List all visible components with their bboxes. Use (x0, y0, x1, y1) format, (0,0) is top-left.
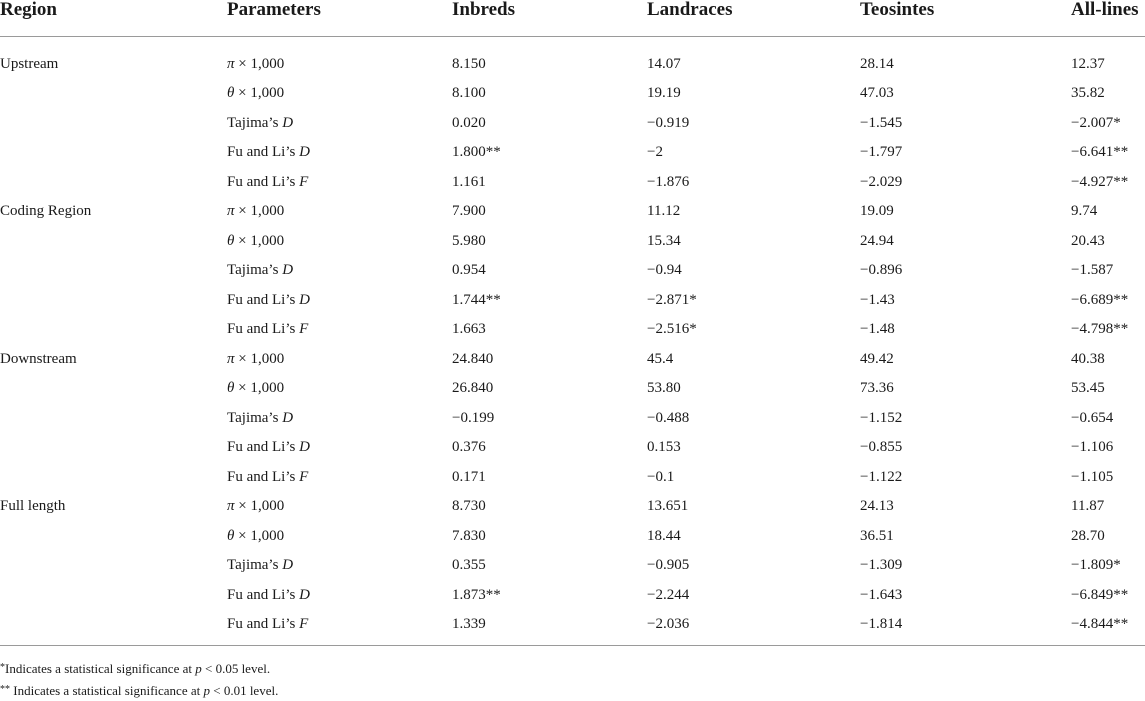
value-cell-all-lines: −6.641** (1071, 144, 1129, 161)
parameter-symbol: θ (227, 380, 235, 397)
value-cell-teosintes: 73.36 (860, 380, 894, 397)
parameter-prefix: Tajima’s (227, 409, 283, 426)
value-cell-landraces: −0.1 (647, 468, 675, 485)
value-cell-teosintes: 19.09 (860, 203, 894, 220)
parameter-cell (227, 138, 452, 168)
parameter-suffix: × 1,000 (234, 527, 285, 544)
value-cell-landraces: −0.905 (647, 557, 690, 574)
value-cell-landraces: 11.12 (647, 203, 681, 220)
value-cell-inbreds: 0.355 (452, 557, 486, 574)
table-row (0, 344, 1145, 374)
value-cell-teosintes: −1.309 (860, 557, 903, 574)
value-cell-all-lines: −1.105 (1071, 468, 1114, 485)
value-cell-inbreds: 1.161 (452, 173, 486, 190)
parameter-cell (227, 256, 452, 286)
footnotes (0, 657, 278, 701)
parameter-cell (227, 226, 452, 256)
value-cell-teosintes: 24.94 (860, 232, 894, 249)
value-cell-all-lines: 28.70 (1071, 527, 1105, 544)
table-body (0, 37, 1145, 646)
value-cell-landraces: 0.153 (647, 439, 681, 456)
table-row (0, 551, 1145, 581)
value-cell-teosintes: 47.03 (860, 85, 894, 102)
parameter-prefix: Fu and Li’s (227, 291, 300, 308)
value-cell-all-lines: −1.587 (1071, 262, 1114, 279)
value-cell-teosintes: −1.814 (860, 616, 903, 633)
region-cell (0, 138, 227, 168)
value-cell-teosintes: −1.152 (860, 409, 903, 426)
value-cell-all-lines: −0.654 (1071, 409, 1114, 426)
footnote-2 (0, 679, 278, 701)
table-row (0, 108, 1145, 138)
footnote-2-post: < 0.01 level. (209, 683, 279, 698)
value-cell-inbreds: 7.830 (452, 527, 486, 544)
value-cell-all-lines: −1.106 (1071, 439, 1114, 456)
region-cell (0, 521, 227, 551)
value-cell-teosintes: −1.122 (860, 468, 903, 485)
value-cell-inbreds: 0.171 (452, 468, 486, 485)
value-cell-all-lines: −6.689** (1071, 291, 1129, 308)
table-row (0, 226, 1145, 256)
region-cell: Coding Region (0, 203, 92, 220)
table-row (0, 433, 1145, 463)
parameter-symbol: θ (227, 232, 235, 249)
parameter-prefix: Fu and Li’s (227, 144, 300, 161)
parameter-suffix: × 1,000 (234, 498, 285, 515)
parameter-cell (227, 551, 452, 581)
value-cell-landraces: −2.036 (647, 616, 690, 633)
value-cell-all-lines: 20.43 (1071, 232, 1105, 249)
value-cell-inbreds: −0.199 (452, 409, 495, 426)
table-row (0, 580, 1145, 610)
value-cell-inbreds: 1.873** (452, 586, 501, 603)
value-cell-all-lines: 12.37 (1071, 55, 1105, 72)
value-cell-landraces: 53.80 (647, 380, 681, 397)
region-cell: Upstream (0, 55, 59, 72)
header-all-lines: All-lines (1071, 0, 1139, 20)
parameter-prefix: Fu and Li’s (227, 616, 300, 633)
footnote-2-mark: ** (0, 684, 10, 695)
value-cell-inbreds: 1.663 (452, 321, 486, 338)
table-row (0, 79, 1145, 109)
value-cell-landraces: −2.244 (647, 586, 690, 603)
parameter-symbol: D (299, 291, 310, 308)
value-cell-landraces: 14.07 (647, 55, 681, 72)
parameter-symbol: θ (227, 85, 235, 102)
value-cell-landraces: −0.488 (647, 409, 690, 426)
footnote-1-post: < 0.05 level. (201, 661, 271, 676)
region-cell (0, 256, 227, 286)
value-cell-teosintes: 24.13 (860, 498, 894, 515)
parameter-cell (227, 285, 452, 315)
header-inbreds: Inbreds (452, 0, 516, 20)
value-cell-teosintes: 28.14 (860, 55, 894, 72)
table-row (0, 167, 1145, 197)
header-parameters: Parameters (227, 0, 321, 20)
value-cell-inbreds: 1.800** (452, 144, 501, 161)
parameter-symbol: π (227, 203, 235, 220)
table-row (0, 285, 1145, 315)
region-cell (0, 403, 227, 433)
table-row (0, 610, 1145, 646)
value-cell-teosintes: −1.43 (860, 291, 895, 308)
region-cell (0, 315, 227, 345)
parameter-suffix: × 1,000 (234, 55, 285, 72)
value-cell-inbreds: 26.840 (452, 380, 494, 397)
parameter-symbol: D (282, 262, 294, 279)
value-cell-landraces: −0.94 (647, 262, 682, 279)
parameter-prefix: Fu and Li’s (227, 468, 300, 485)
value-cell-landraces: −2.871* (647, 291, 697, 308)
region-cell (0, 462, 227, 492)
header-region: Region (0, 0, 57, 20)
value-cell-inbreds: 1.339 (452, 616, 486, 633)
region-cell: Full length (0, 498, 66, 515)
table-row (0, 521, 1145, 551)
value-cell-all-lines: −6.849** (1071, 586, 1129, 603)
parameter-prefix: Tajima’s (227, 557, 283, 574)
region-cell (0, 580, 227, 610)
parameter-symbol: D (282, 409, 294, 426)
value-cell-teosintes: −0.855 (860, 439, 903, 456)
value-cell-inbreds: 7.900 (452, 203, 486, 220)
footnote-1-pre: Indicates a statistical significance at (5, 661, 196, 676)
region-cell (0, 167, 227, 197)
value-cell-teosintes: −2.029 (860, 173, 903, 190)
value-cell-landraces: 18.44 (647, 527, 681, 544)
parameter-cell (227, 108, 452, 138)
value-cell-inbreds: 0.020 (452, 114, 486, 131)
table-row (0, 197, 1145, 227)
value-cell-teosintes: 49.42 (860, 350, 894, 367)
parameter-symbol: F (299, 468, 309, 485)
parameter-cell (227, 433, 452, 463)
value-cell-landraces: 19.19 (647, 85, 681, 102)
table-row (0, 403, 1145, 433)
parameter-suffix: × 1,000 (234, 203, 285, 220)
parameter-prefix: Fu and Li’s (227, 321, 300, 338)
parameter-prefix: Fu and Li’s (227, 586, 300, 603)
value-cell-teosintes: −1.48 (860, 321, 895, 338)
value-cell-all-lines: −4.927** (1071, 173, 1129, 190)
parameter-symbol: π (227, 350, 235, 367)
parameter-symbol: F (299, 321, 309, 338)
footnote-1-mark: * (0, 662, 5, 673)
parameter-prefix: Fu and Li’s (227, 173, 300, 190)
value-cell-inbreds: 8.150 (452, 55, 486, 72)
value-cell-inbreds: 8.100 (452, 85, 486, 102)
region-cell: Downstream (0, 350, 77, 367)
parameter-symbol: θ (227, 527, 235, 544)
parameter-symbol: D (282, 557, 294, 574)
header-teosintes: Teosintes (860, 0, 935, 20)
value-cell-landraces: −0.919 (647, 114, 690, 131)
parameter-cell (227, 37, 452, 79)
value-cell-all-lines: 35.82 (1071, 85, 1105, 102)
value-cell-all-lines: −1.809* (1071, 557, 1121, 574)
parameter-cell (227, 462, 452, 492)
parameter-cell (227, 521, 452, 551)
table-row (0, 37, 1145, 79)
parameter-prefix: Tajima’s (227, 262, 283, 279)
value-cell-landraces: 13.651 (647, 498, 689, 515)
table-row (0, 492, 1145, 522)
value-cell-teosintes: 36.51 (860, 527, 894, 544)
table-row (0, 315, 1145, 345)
region-cell (0, 108, 227, 138)
header-row (0, 0, 1145, 37)
value-cell-inbreds: 24.840 (452, 350, 494, 367)
region-cell (0, 285, 227, 315)
table-row (0, 374, 1145, 404)
footnote-2-pre: Indicates a statistical significance at (10, 683, 204, 698)
value-cell-inbreds: 8.730 (452, 498, 486, 515)
parameter-cell (227, 492, 452, 522)
parameter-symbol: D (299, 586, 310, 603)
value-cell-landraces: −1.876 (647, 173, 690, 190)
parameter-cell (227, 610, 452, 646)
parameter-cell (227, 315, 452, 345)
value-cell-teosintes: −1.797 (860, 144, 903, 161)
table-row (0, 138, 1145, 168)
value-cell-all-lines: 9.74 (1071, 203, 1098, 220)
footnote-2-symbol: p (203, 683, 210, 698)
value-cell-all-lines: 53.45 (1071, 380, 1105, 397)
value-cell-all-lines: −4.844** (1071, 616, 1129, 633)
header-landraces: Landraces (647, 0, 733, 20)
parameter-cell (227, 580, 452, 610)
parameter-cell (227, 197, 452, 227)
value-cell-landraces: 15.34 (647, 232, 681, 249)
region-cell (0, 433, 227, 463)
parameter-cell (227, 374, 452, 404)
parameter-suffix: × 1,000 (234, 350, 285, 367)
value-cell-landraces: −2 (647, 144, 663, 161)
table-row (0, 256, 1145, 286)
value-cell-all-lines: 40.38 (1071, 350, 1105, 367)
region-cell (0, 226, 227, 256)
parameter-symbol: D (299, 439, 310, 456)
value-cell-teosintes: −0.896 (860, 262, 903, 279)
parameter-prefix: Fu and Li’s (227, 439, 300, 456)
region-cell (0, 551, 227, 581)
parameter-symbol: D (299, 144, 310, 161)
parameter-symbol: π (227, 498, 235, 515)
parameter-symbol: D (282, 114, 294, 131)
region-cell (0, 610, 227, 646)
parameter-symbol: F (299, 616, 309, 633)
value-cell-inbreds: 0.376 (452, 439, 486, 456)
value-cell-landraces: −2.516* (647, 321, 697, 338)
value-cell-all-lines: −4.798** (1071, 321, 1129, 338)
value-cell-inbreds: 1.744** (452, 291, 501, 308)
value-cell-teosintes: −1.643 (860, 586, 903, 603)
footnote-1-symbol: p (195, 661, 202, 676)
value-cell-all-lines: −2.007* (1071, 114, 1121, 131)
footnote-1 (0, 657, 278, 679)
table-row (0, 462, 1145, 492)
parameter-suffix: × 1,000 (234, 232, 285, 249)
region-cell (0, 79, 227, 109)
value-cell-all-lines: 11.87 (1071, 498, 1105, 515)
value-cell-landraces: 45.4 (647, 350, 674, 367)
parameter-cell (227, 167, 452, 197)
parameter-cell (227, 403, 452, 433)
parameter-suffix: × 1,000 (234, 380, 285, 397)
value-cell-inbreds: 0.954 (452, 262, 486, 279)
parameter-suffix: × 1,000 (234, 85, 285, 102)
parameter-cell (227, 79, 452, 109)
value-cell-teosintes: −1.545 (860, 114, 903, 131)
region-cell (0, 374, 227, 404)
value-cell-inbreds: 5.980 (452, 232, 486, 249)
parameter-symbol: F (299, 173, 309, 190)
parameter-prefix: Tajima’s (227, 114, 283, 131)
parameter-cell (227, 344, 452, 374)
parameter-symbol: π (227, 55, 235, 72)
